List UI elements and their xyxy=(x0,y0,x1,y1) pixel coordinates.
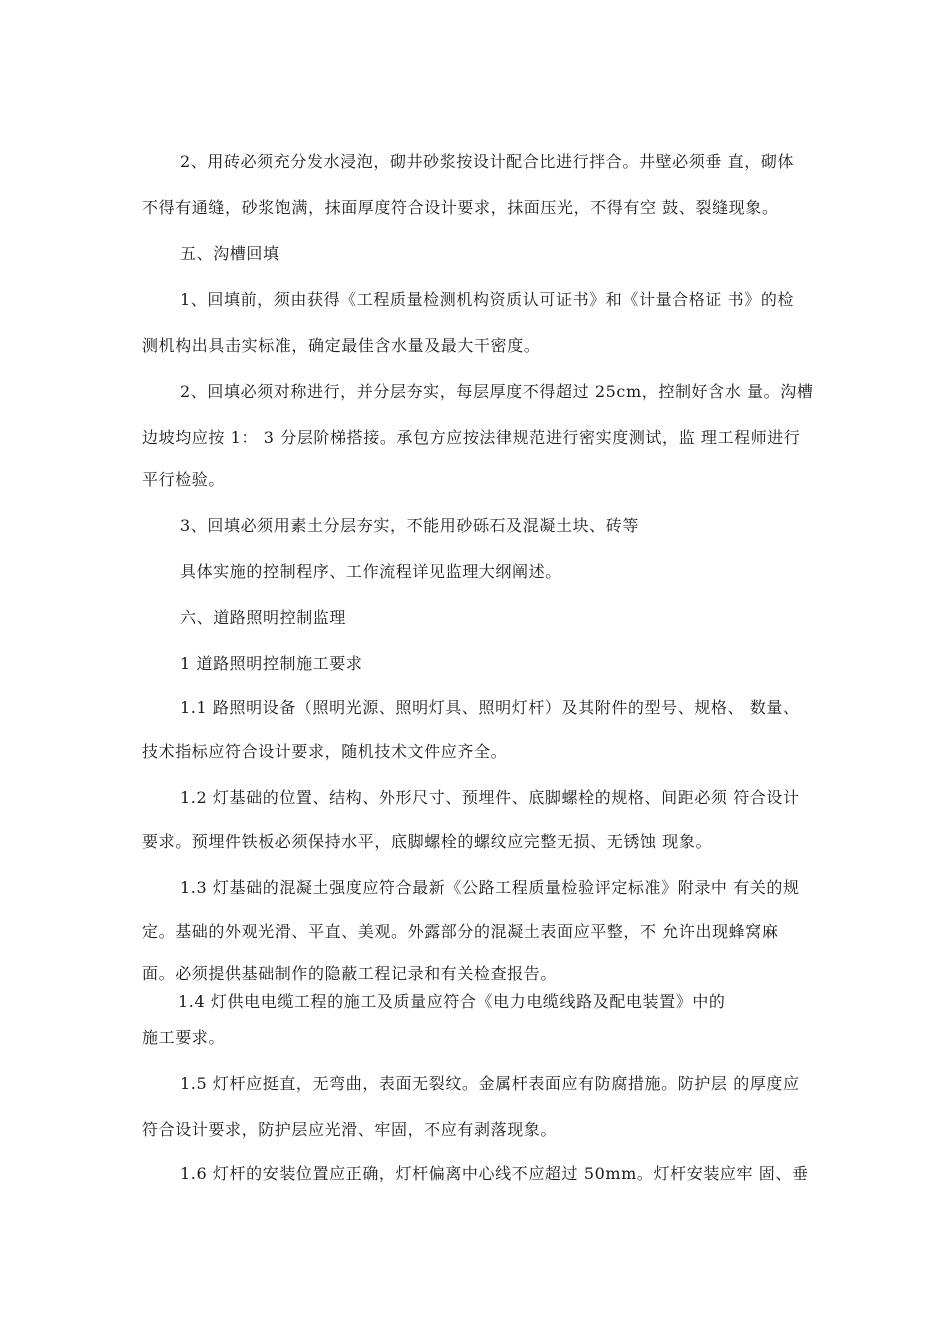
paragraph-line: 1.5 灯杆应挺直，无弯曲，表面无裂纹。金属杆表面应有防腐措施。防护层 的厚度应 xyxy=(180,1074,800,1093)
paragraph-line: 技术指标应符合设计要求，随机技术文件应齐全。 xyxy=(142,742,508,761)
paragraph-line: 要求。预埋件铁板必须保持水平，底脚螺栓的螺纹应完整无损、无锈蚀 现象。 xyxy=(142,832,713,851)
paragraph-line: 1.2 灯基础的位置、结构、外形尺寸、预埋件、底脚螺栓的规格、间距必须 符合设计 xyxy=(180,788,800,807)
paragraph-line: 施工要求。 xyxy=(142,1028,226,1047)
paragraph-line: 面。必须提供基础制作的隐蔽工程记录和有关检查报告。 xyxy=(142,964,558,983)
paragraph-line: 1.4 灯供电电缆工程的施工及质量应符合《电力电缆线路及配电装置》中的 xyxy=(178,992,726,1011)
paragraph-line: 测机构出具击实标准，确定最佳含水量及最大干密度。 xyxy=(142,336,541,355)
paragraph-line: 具体实施的控制程序、工作流程详见监理大纲阐述。 xyxy=(180,562,562,581)
paragraph-line: 平行检验。 xyxy=(142,470,226,489)
paragraph-line: 2、回填必须对称进行，并分层夯实，每层厚度不得超过 25cm，控制好含水 量。沟槽 xyxy=(180,382,814,401)
paragraph-line: 不得有通缝，砂浆饱满，抹面厚度符合设计要求，抹面压光，不得有空 鼓、裂缝现象。 xyxy=(142,198,779,217)
paragraph-line: 1.3 灯基础的混凝土强度应符合最新《公路工程质量检验评定标准》附录中 有关的规 xyxy=(180,878,800,897)
paragraph-line: 1、回填前，须由获得《工程质量检测机构资质认可证书》和《计量合格证 书》的检 xyxy=(180,290,795,309)
paragraph-line: 3、回填必须用素土分层夯实，不能用砂砾石及混凝土块、砖等 xyxy=(180,516,639,535)
paragraph-line: 符合设计要求，防护层应光滑、牢固，不应有剥落现象。 xyxy=(142,1120,558,1139)
section-heading: 五、沟槽回填 xyxy=(180,244,280,263)
paragraph-line: 1.6 灯杆的安装位置应正确，灯杆偏离中心线不应超过 50mm。灯杆安装应牢 固、垂 xyxy=(180,1164,809,1183)
section-heading: 六、道路照明控制监理 xyxy=(180,608,347,627)
paragraph-line: 2、用砖必须充分发水浸泡，砌井砂浆按设计配合比进行拌合。井壁必须垂 直，砌体 xyxy=(180,152,795,171)
paragraph-line: 定。基础的外观光滑、平直、美观。外露部分的混凝土表面应平整，不 允许出现蜂窝麻 xyxy=(142,922,779,941)
subsection-heading: 1 道路照明控制施工要求 xyxy=(180,654,363,673)
paragraph-line: 边坡均应按 1： 3 分层阶梯搭接。承包方应按法律规范进行密实度测试，监 理工程师进行 xyxy=(142,428,801,447)
paragraph-line: 1.1 路照明设备（照明光源、照明灯具、照明灯杆）及其附件的型号、规格、 数量、 xyxy=(180,698,800,717)
